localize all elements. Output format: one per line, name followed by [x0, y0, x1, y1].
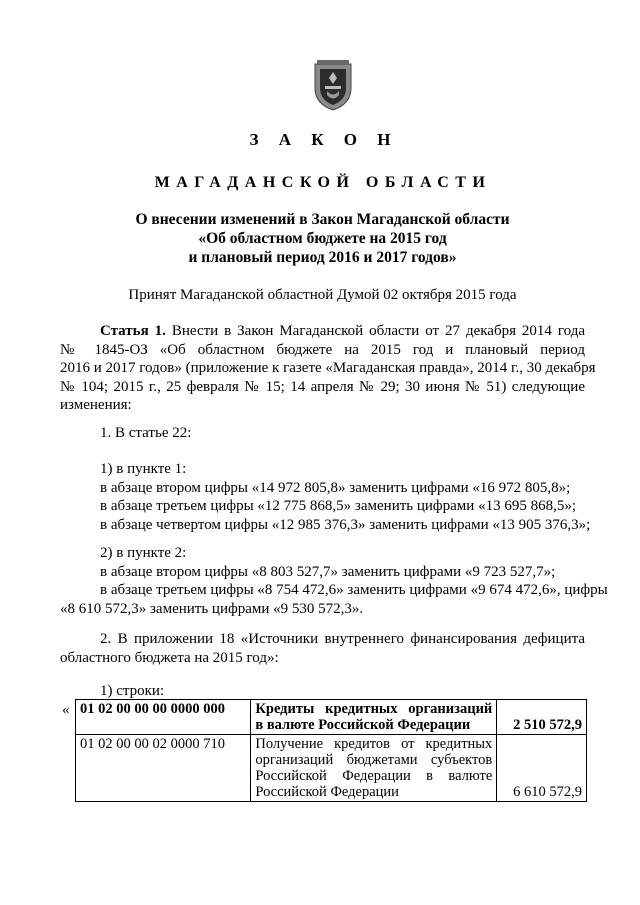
sub-heading: 2) в пункте 2:: [100, 545, 187, 561]
article-1-line: 2016 и 2017 годов» (приложение к газете «Магаданская правда», 2014 г., 30 декабря: [60, 360, 596, 376]
amendment-line: в абзаце втором цифры «8 803 527,7» заменить цифрами «9 723 527,7»;: [100, 563, 556, 580]
budget-amount: 6 610 572,9: [497, 735, 587, 802]
item-2-line: областного бюджета на 2015 год»:: [60, 649, 279, 666]
table-row: [76, 735, 587, 802]
article-1-line: № 1845-ОЗ «Об областном бюджете на 2015 год и плановый период: [60, 341, 585, 358]
table-row: [76, 700, 587, 735]
amendment-line: в абзаце третьем цифры «8 754 472,6» заменить цифрами «9 674 472,6», цифры: [100, 582, 608, 598]
amendment-line: «8 610 572,3» заменить цифрами «9 530 572,3».: [60, 600, 364, 617]
sub-heading: 1) в пункте 1:: [100, 461, 187, 477]
item-2-sub-1: 1) строки:: [100, 683, 165, 699]
item-1-sub-2: [60, 544, 608, 618]
adoption-note: Принят Магаданской областной Думой 02 октября 2015 года: [128, 287, 517, 303]
item-2-line: 2. В приложении 18 «Источники внутреннего финансирования дефицита: [100, 631, 585, 647]
budget-code: 01 02 00 00 00 0000 000: [76, 700, 251, 735]
item-1-sub-1: [60, 460, 591, 534]
document-type: З А К О Н: [249, 130, 399, 149]
article-1-line: изменения:: [60, 397, 132, 413]
item-2: [60, 630, 585, 667]
item-1-heading: 1. В статье 22:: [100, 425, 192, 441]
article-label: Статья 1.: [100, 323, 166, 339]
law-title-line: «Об областном бюджете на 2015 год: [198, 230, 447, 247]
amendment-line: в абзаце четвертом цифры «12 985 376,3» заменить цифрами «13 905 376,3»;: [100, 516, 591, 533]
law-title: [60, 210, 585, 267]
amendment-line: в абзаце втором цифры «14 972 805,8» заменить цифрами «16 972 805,8»;: [100, 479, 571, 496]
budget-item-name: Получение кредитов от кредитных организаций бюджетами субъектов Российской Федерации в валюте Российской Федерации: [251, 735, 497, 802]
opening-quote: «: [62, 702, 70, 718]
amendment-line: в абзаце третьем цифры «12 775 868,5» заменить цифрами «13 695 868,5»;: [100, 498, 576, 514]
coat-of-arms-icon: [311, 60, 355, 112]
law-title-line: и плановый период 2016 и 2017 годов»: [188, 249, 457, 266]
article-1-first-line: Статья 1. Внести в Закон Магаданской области от 27 декабря 2014 года: [100, 323, 586, 339]
region-name: МАГАДАНСКОЙ ОБЛАСТИ: [154, 174, 492, 191]
article-1: [60, 322, 596, 415]
budget-table: [75, 699, 587, 802]
article-1-line: № 104; 2015 г., 25 февраля № 15; 14 апреля № 29; 30 июня № 51) следующие: [60, 378, 585, 395]
budget-amount: 2 510 572,9: [497, 700, 587, 735]
budget-code: 01 02 00 00 02 0000 710: [76, 735, 251, 802]
law-title-line: О внесении изменений в Закон Магаданской области: [135, 211, 510, 228]
budget-item-name: Кредиты кредитных организаций в валюте Российской Федерации: [251, 700, 497, 735]
